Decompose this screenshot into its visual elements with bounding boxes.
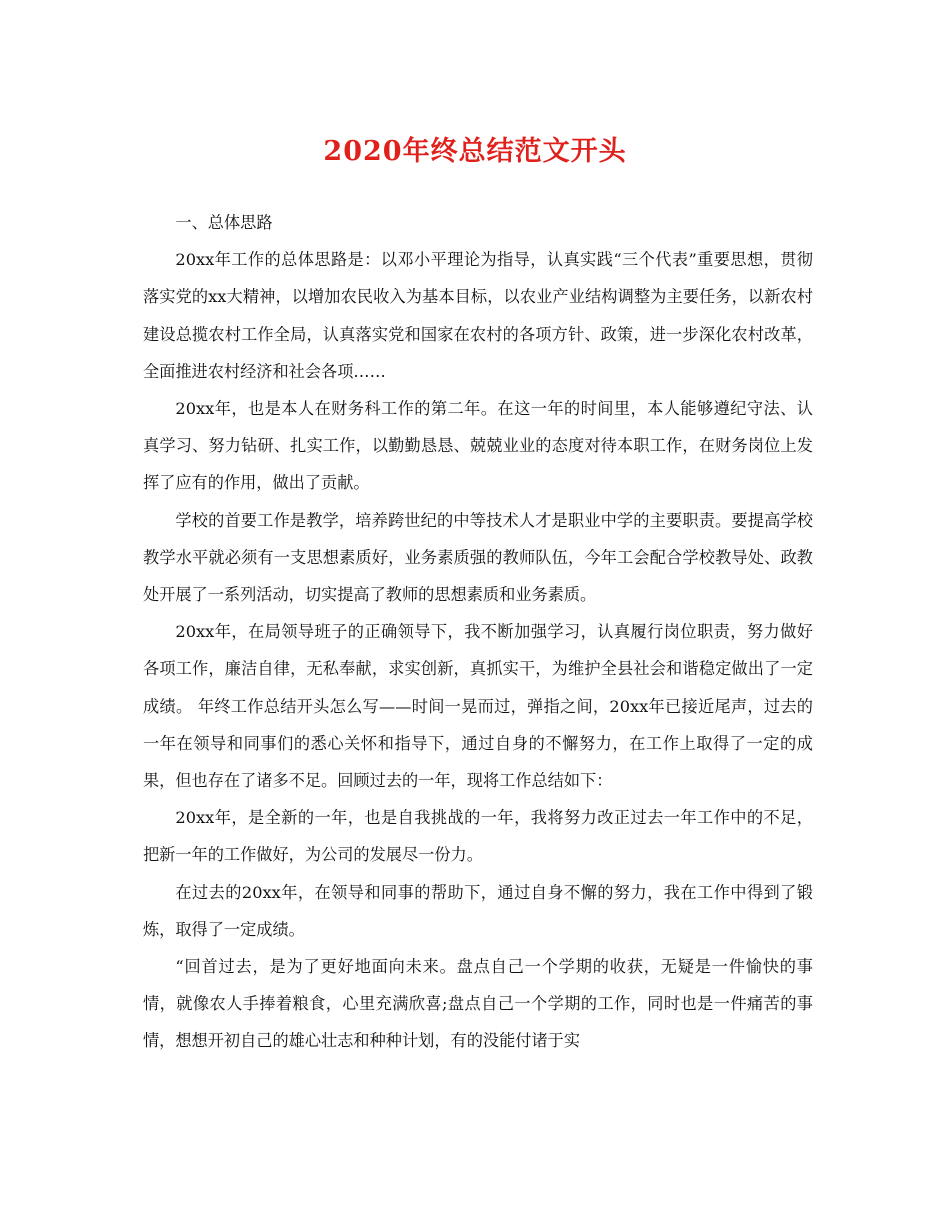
paragraph-3: 学校的首要工作是教学，培养跨世纪的中等技术人才是职业中学的主要职责。要提高学校教学水平就必须有一支思想素质好，业务素质强的教师队伍，今年工会配合学校教导处、政教处开展了一系列活动，切实提高了教师的思想素质和业务素质。 <box>143 510 813 605</box>
paragraph-1: 20xx年工作的总体思路是：以邓小平理论为指导，认真实践“三个代表”重要思想，贯彻落实党的xx大精神，以增加农民收入为基本目标，以农业产业结构调整为主要任务，以新农村建设总揽农村工作全局，认真落实党和国家在农村的各项方针、政策，进一步深化农村改革，全面推进农村经济和社会各项…… <box>143 250 813 381</box>
paragraph-5: 20xx年，是全新的一年，也是自我挑战的一年，我将努力改正过去一年工作中的不足，把新一年的工作做好，为公司的发展尽一份力。 <box>143 808 813 865</box>
document-title: 2020年终总结范文开头 <box>323 136 627 167</box>
paragraph-6: 在过去的20xx年，在领导和同事的帮助下，通过自身不懈的努力，我在工作中得到了锻炼，取得了一定成绩。 <box>143 882 813 939</box>
document-body <box>143 204 813 1060</box>
paragraph-4: 20xx年，在局领导班子的正确领导下，我不断加强学习，认真履行岗位职责，努力做好各项工作，廉洁自律，无私奉献，求实创新，真抓实干，为维护全县社会和谐稳定做出了一定成绩。 年终工作总结开头怎么写——时间一晃而过，弹指之间，20xx年已接近尾声，过去的一年在领导和同事们的悉心关怀和指导下，通过自身的不懈努力，在工作上取得了一定的成果，但也存在了诸多不足。回顾过去的一年，现将工作总结如下： <box>143 622 813 791</box>
paragraph-7: “回首过去，是为了更好地面向未来。盘点自己一个学期的收获，无疑是一件愉快的事情，就像农人手捧着粮食，心里充满欣喜;盘点自己一个学期的工作，同时也是一件痛苦的事情，想想开初自己的雄心壮志和种种计划，有的没能付诸于实 <box>143 957 813 1051</box>
section-heading: 一、总体思路 <box>175 213 273 232</box>
paragraph-2: 20xx年，也是本人在财务科工作的第二年。在这一年的时间里，本人能够遵纪守法、认真学习、努力钻研、扎实工作，以勤勤恳恳、兢兢业业的态度对待本职工作，在财务岗位上发挥了应有的作用，做出了贡献。 <box>143 399 813 493</box>
